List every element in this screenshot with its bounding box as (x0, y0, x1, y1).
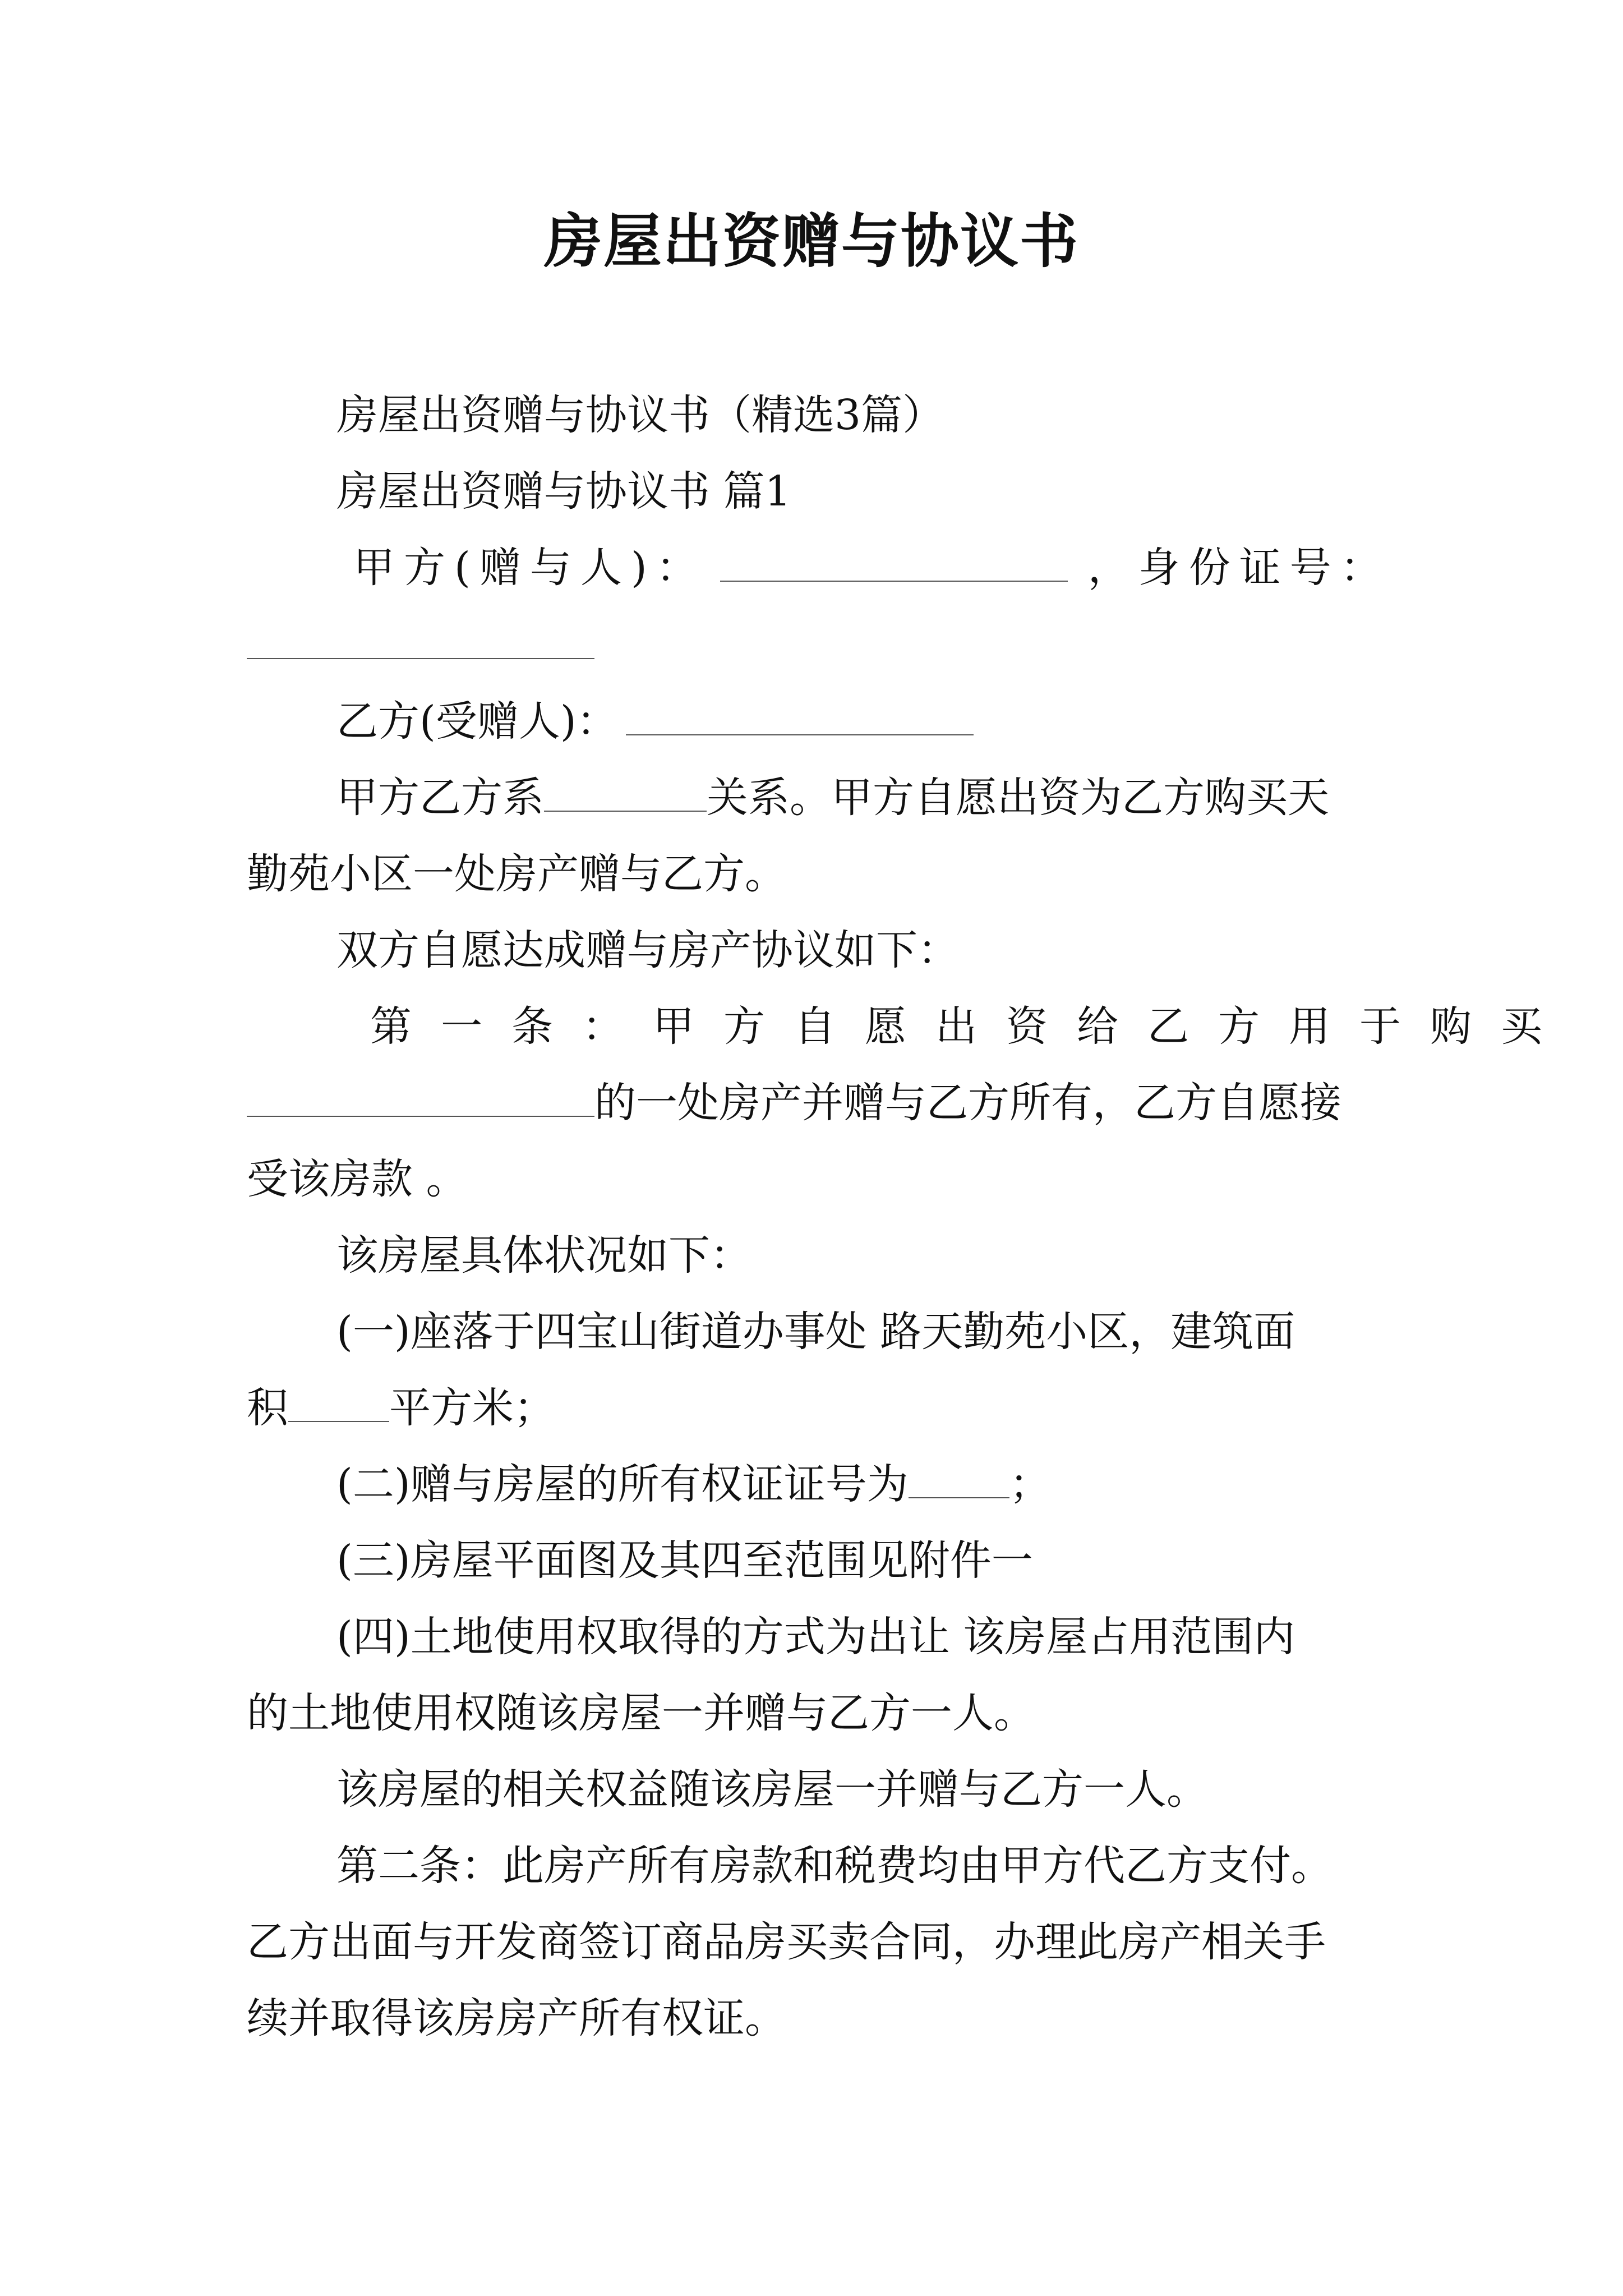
article-1-line (370, 999, 1571, 1055)
paragraph-line (336, 922, 959, 978)
paragraph-text: 的土地使用权随该房屋一并赠与乙方一人。 (247, 1689, 1035, 1737)
relationship-line (336, 770, 1329, 826)
relationship-text-1: 甲方乙方系 (336, 774, 544, 822)
paragraph-text: 该房屋的相关权益随该房屋一并赠与乙方一人。 (336, 1765, 1208, 1814)
article-2-line (336, 1838, 1332, 1894)
party-a-name-blank (720, 545, 1068, 582)
item-3-line (336, 1533, 1033, 1589)
id-number-blank-line (247, 617, 594, 673)
paragraph-line (336, 1227, 751, 1283)
area-line (247, 1380, 555, 1436)
item-4-text: (四)土地使用权取得的方式为出让 该房屋占用范围内 (336, 1613, 1295, 1661)
subtitle-line (336, 387, 944, 443)
area-unit: 平方米； (389, 1384, 555, 1432)
paragraph-line (247, 1914, 1326, 1970)
party-a-line (353, 540, 1391, 596)
item-2-end: ； (1009, 1460, 1051, 1508)
item-2-line (336, 1456, 1051, 1512)
paragraph-text: 续并取得该房房产所有权证。 (247, 1994, 786, 2042)
paragraph-text: 勤苑小区一处房产赠与乙方。 (247, 850, 786, 898)
item-1-text: (一)座落于四宝山街道办事处 路天勤苑小区，建筑面 (336, 1308, 1295, 1356)
paragraph-text: 双方自愿达成赠与房产协议如下： (336, 926, 959, 974)
paragraph-line (247, 846, 786, 902)
paragraph-text: 该房屋具体状况如下： (336, 1231, 751, 1280)
section-heading (336, 463, 791, 519)
relationship-blank (544, 775, 707, 812)
party-a-label: 甲方(赠与人)： (353, 544, 707, 592)
party-b-line (336, 693, 974, 749)
paragraph-text: 受该房款 。 (247, 1155, 468, 1203)
area-label: 积 (247, 1384, 288, 1432)
item-3-text: (三)房屋平面图及其四至范围见附件一 (336, 1536, 1033, 1585)
area-blank (288, 1385, 389, 1422)
subtitle-text: 房屋出资赠与协议书（精选3篇） (336, 391, 944, 439)
item-4-line (336, 1609, 1295, 1665)
article-1-text: 第一条：甲方自愿出资给乙方用于购买 (370, 1002, 1571, 1051)
paragraph-line (247, 1685, 1035, 1741)
article-2-text: 第二条：此房产所有房款和税费均由甲方代乙方支付。 (336, 1842, 1332, 1890)
item-2-text: (二)赠与房屋的所有权证证号为 (336, 1460, 909, 1508)
party-b-label: 乙方(受赠人)： (336, 697, 618, 746)
document-title: 房屋出资赠与协议书 (543, 206, 1079, 275)
id-number-blank (247, 622, 594, 659)
paragraph-line (247, 1151, 468, 1207)
article-1-continued-line (247, 1075, 1341, 1131)
paragraph-text: 乙方出面与开发商签订商品房买卖合同，办理此房产相关手 (247, 1918, 1326, 1966)
paragraph-line (336, 1761, 1208, 1818)
certificate-number-blank (909, 1461, 1009, 1498)
section-heading-text: 房屋出资赠与协议书 篇1 (336, 467, 791, 516)
relationship-text-2: 关系。甲方自愿出资为乙方购买天 (707, 774, 1329, 822)
property-location-blank (247, 1080, 594, 1117)
party-b-name-blank (626, 698, 974, 735)
article-1-continued-text: 的一处房产并赠与乙方所有，乙方自愿接 (594, 1079, 1341, 1127)
paragraph-line (247, 1990, 786, 2046)
id-number-label: ，身份证号： (1087, 544, 1391, 592)
item-1-line (336, 1304, 1295, 1360)
